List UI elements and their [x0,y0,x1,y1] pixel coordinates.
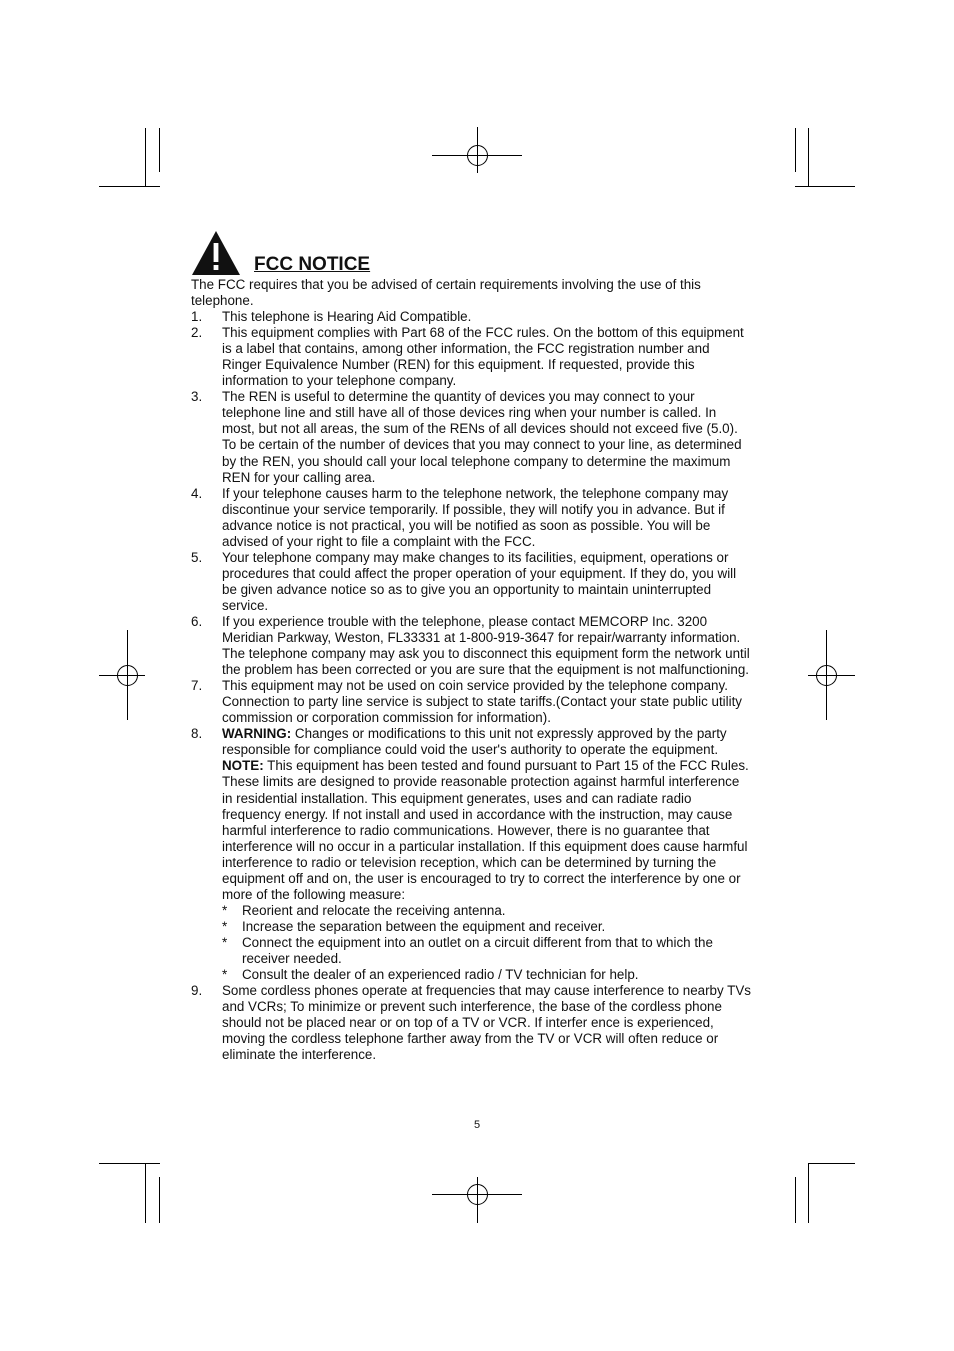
page-number: 5 [473,1119,481,1131]
item-number: 3. [191,389,203,405]
item-text: This equipment may not be used on coin service provided by the telephone company. Connection to party line service is subject to state tariffs.(Contact your state public utility commission or corporation commission for information). [222,678,742,726]
item-number: 5. [191,549,203,565]
item-text: Some cordless phones operate at frequencies that may cause interference to nearby TVs and VCRs; To minimize or prevent such interference, the base of the cordless phone should not be placed near or on top of a TV or VCR. If interfer ence is experienced, moving the cordless telephone farther away from the TV or VCR will often reduce or eliminate the interference. [222,983,751,1063]
list-item [191,983,751,1063]
item-number: 2. [191,325,203,341]
list-item [191,614,751,678]
bullet-symbol: * [222,934,228,950]
warning-label: WARNING: [222,726,292,742]
page-title: FCC NOTICE [254,254,371,275]
list-item [191,486,751,550]
note-label: NOTE: [222,758,264,774]
list-item [191,726,751,983]
list-item [191,550,751,614]
item-text: If you experience trouble with the telephone, please contact MEMCORP Inc. 3200 Meridian Parkway, Weston, FL33331 at 1-800-919-3647 for repair/warranty information. The telephone company may ask you to disconnect this equipment form the network until the problem has been corrected or you are sure that the equipment is not malfunctioning. [222,613,750,678]
notice-list [191,309,751,1063]
warning-text: Changes or modifications to this unit not expressly approved by the party responsible for compliance could void the user's authority to operate the equipment. [222,726,727,758]
measure-item [222,919,751,935]
bullet-symbol: * [222,967,228,983]
measure-item [222,903,751,919]
item-number: 1. [191,309,203,325]
item-text: This equipment complies with Part 68 of the FCC rules. On the bottom of this equipment is a label that contains, among other information, the FCC registration number and Ringer Equivalence Number (REN) for this equipment. If requested, provide this information to your telephone company. [222,325,744,389]
intro-paragraph: The FCC requires that you be advised of certain requirements involving the use of this telephone. [191,277,701,309]
note-text: This equipment has been tested and found pursuant to Part 15 of the FCC Rules. These limits are designed to provide reasonable protection against harmful interference in residential installation. This equipment generates, uses and can radiate radio frequency energy. If not install and used in accordance with the instruction, may cause harmful interference to radio communications. However, there is no guarantee that interference will no occur in a particular installation. If this equipment does cause harmful interference to radio or television reception, which can be determined by turning the equipment off and on, the user is encouraged to try to correct the interference by one or more of the following measure: [222,758,749,902]
measure-text: Reorient and relocate the receiving antenna. [242,902,506,918]
measure-item [222,935,751,967]
fcc-notice-section [191,228,751,1063]
list-item [191,678,751,726]
list-item [191,389,751,485]
item-number: 6. [191,613,203,629]
measure-item [222,967,751,983]
warning-paragraph [222,726,751,758]
warning-triangle-icon [191,230,241,276]
item-text: Your telephone company may make changes to its facilities, equipment, operations or procedures that could affect the proper operation of your equipment. If they do, you will be given advance notice so as to give you an opportunity to maintain uninterrupted service. [222,549,737,613]
list-item [191,309,751,325]
item-text: This telephone is Hearing Aid Compatible. [222,309,472,325]
bullet-symbol: * [222,902,228,918]
item-number: 9. [191,983,203,999]
note-paragraph [222,758,751,902]
measure-text: Connect the equipment into an outlet on a circuit different from that to which the receiver needed. [242,934,713,966]
item-number: 8. [191,726,203,742]
measure-list [222,903,751,983]
item-text: If your telephone causes harm to the telephone network, the telephone company may discontinue your service temporarily. If possible, they will notify you in advance. But if advance notice is not practical, you will be notified as soon as possible. You will be advised of your right to file a complaint with the FCC. [222,485,729,549]
bullet-symbol: * [222,918,228,934]
measure-text: Consult the dealer of an experienced radio / TV technician for help. [242,967,639,983]
list-item [191,325,751,389]
item-body [222,726,751,983]
measure-text: Increase the separation between the equipment and receiver. [242,918,606,934]
item-number: 4. [191,485,203,501]
item-number: 7. [191,678,203,694]
heading-row [191,228,751,276]
item-text: The REN is useful to determine the quantity of devices you may connect to your telephone line and still have all of those devices ring when your number is called. In most, but not all areas, the sum of the RENs of all devices should not exceed five (5.0). To be certain of the number of devices that you may connect to your line, as determined by the REN, you should call your local telephone company to determine the maximum REN for your calling area. [222,389,742,485]
